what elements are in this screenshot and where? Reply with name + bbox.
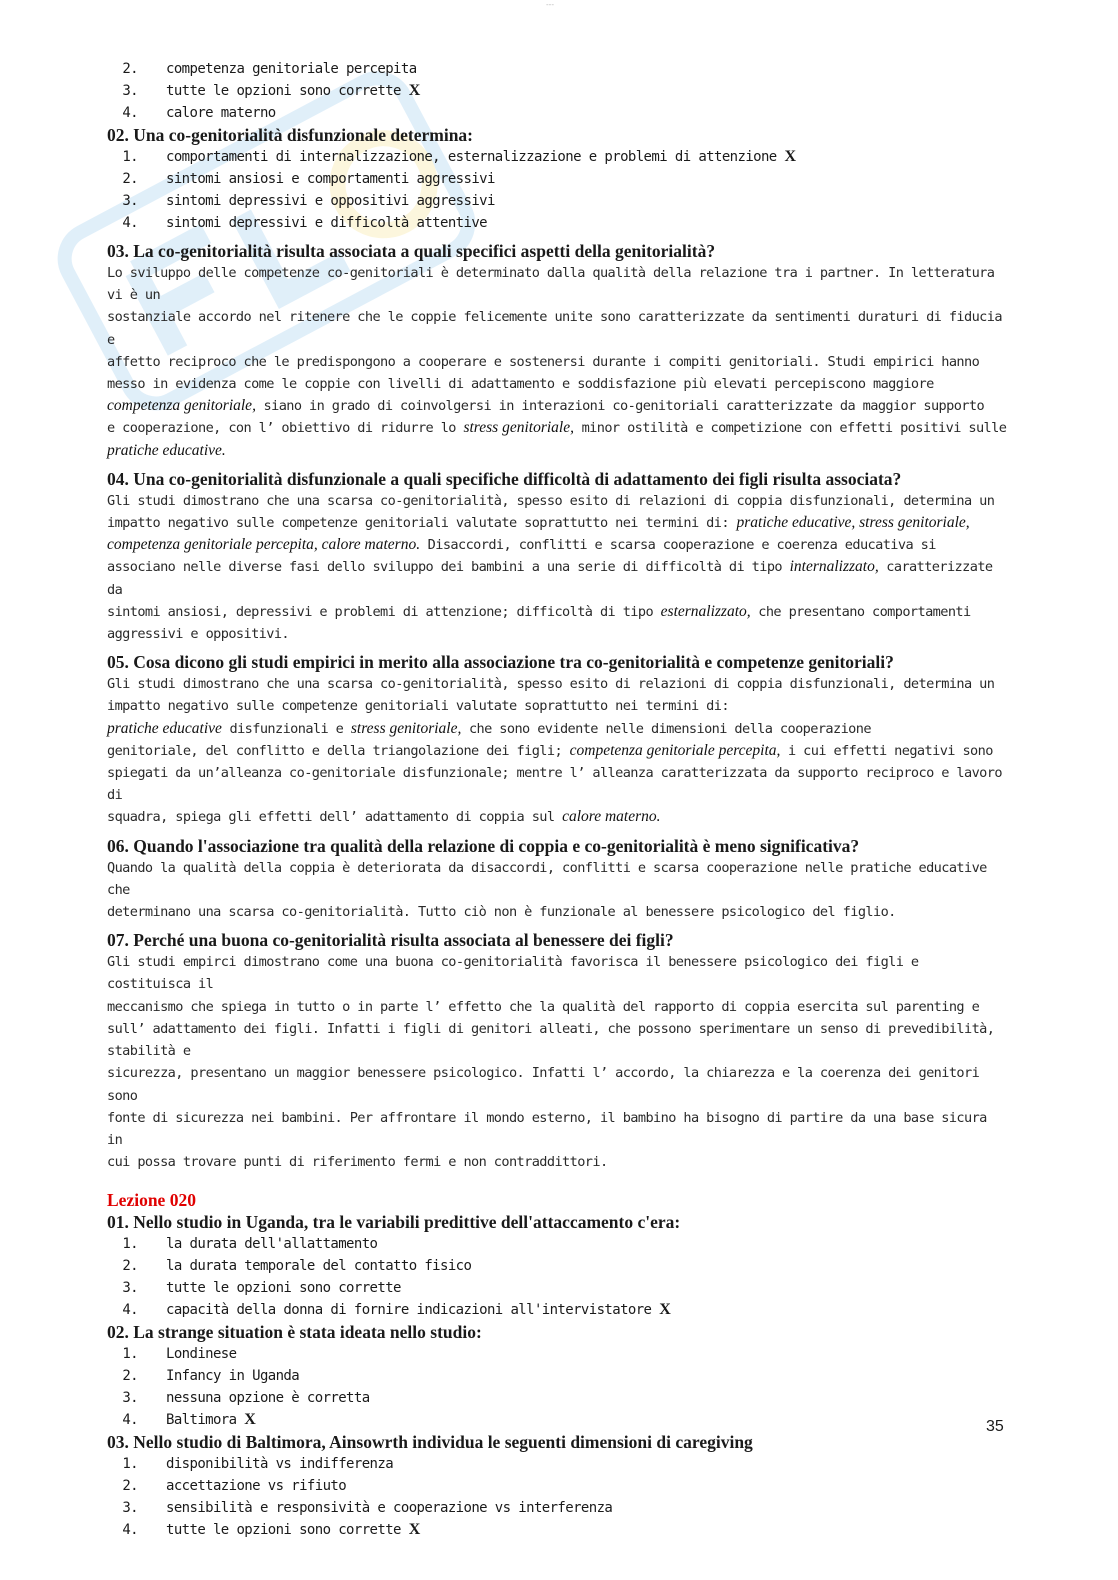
option-item (107, 1343, 1007, 1365)
answer-text: aggressivi e oppositivi. (107, 626, 290, 643)
answer-text: sull’ adattamento dei figli. Infatti i figli di genitori alleati, che possono sperimentare un senso di prevedibilità, stabilità e (107, 1020, 995, 1060)
option-number: 3. (122, 83, 138, 99)
question-heading: 02. Una co-genitorialità disfunzionale determina: (107, 125, 474, 145)
option-item (107, 1365, 1007, 1387)
answer-text: disfunzionali e (221, 720, 351, 737)
option-number: 4. (122, 1412, 138, 1429)
italic-term: calore materno. (562, 808, 661, 826)
option-number: 2. (122, 1478, 138, 1495)
option-item (107, 212, 1007, 234)
option-number: 4. (122, 105, 138, 121)
italic-term: pratiche educative. (107, 441, 226, 459)
option-text: Londinese (166, 1346, 237, 1363)
options-list (107, 1233, 1007, 1321)
answer-text: sintomi ansiosi, depressivi e problemi di attenzione; difficoltà di tipo (107, 603, 661, 620)
answer-text: minor ostilità e competizione con effetti positivi sulle (573, 420, 1007, 437)
header-mark: --- (546, 0, 554, 9)
answer-text: spiegati da un’alleanza co-genitoriale disfunzionale; mentre l’ alleanza caratterizzata da supporto reciproco e lavoro di (107, 765, 1002, 804)
question-heading: 02. La strange situation è stata ideata nello studio: (107, 1322, 482, 1343)
answer-text: Gli studi dimostrano che una scarsa co-genitorialità, spesso esito di relazioni di coppia disfunzionali, determina un (107, 676, 995, 693)
option-number: 4. (122, 1522, 138, 1539)
answer-text: Gli studi empirci dimostrano come una buona co-genitorialità favorisca il benessere psicologico dei figli e costituisca il (107, 954, 919, 993)
option-text: la durata dell'allattamento (166, 1236, 378, 1253)
option-number: 4. (122, 1302, 138, 1319)
option-item (107, 1387, 1007, 1409)
option-number: 2. (122, 1368, 138, 1385)
option-text: tutte le opzioni sono corrette (166, 83, 409, 99)
correct-answer-mark: X (659, 1301, 671, 1319)
page-number: 35 (986, 1418, 1004, 1435)
option-text: sintomi ansiosi e comportamenti aggressivi (166, 171, 495, 187)
question-heading: 06. Quando l'associazione tra qualità della relazione di coppia e co-genitorialità è meno significativa? (107, 835, 860, 856)
answer-paragraph (107, 857, 1007, 924)
question-heading: 04. Una co-genitorialità disfunzionale a quali specifiche difficoltà di adattamento dei figli risulta associata? (107, 468, 902, 489)
document-page (107, 58, 1007, 1541)
option-text: sensibilità e responsività e cooperazione vs interferenza (166, 1500, 613, 1517)
option-item (107, 58, 1007, 80)
lesson-title: Lezione 020 (107, 1190, 196, 1211)
option-item (107, 102, 1007, 124)
answer-text: meccanismo che spiega in tutto o in parte l’ effetto che la qualità del rapporto di coppia esercita sul parenting e (107, 998, 980, 1015)
option-text: sintomi depressivi e oppositivi aggressivi (166, 193, 495, 209)
option-item (107, 1453, 1007, 1475)
correct-answer-mark: X (408, 1521, 420, 1539)
option-text: accettazione vs rifiuto (166, 1478, 347, 1495)
option-text: competenza genitoriale percepita (166, 61, 417, 77)
option-number: 2. (122, 61, 138, 77)
option-item (107, 1519, 1007, 1541)
answer-text: che sono evidente nelle dimensioni della cooperazione (461, 720, 871, 737)
answer-text: sostanziale accordo nel ritenere che le coppie felicemente unite sono caratterizzate da sentimenti duraturi di fiducia e (107, 309, 1002, 348)
answer-paragraph (107, 673, 1007, 828)
answer-text: cui possa trovare punti di riferimento fermi e non contraddittori. (107, 1154, 608, 1171)
correct-answer-mark: X (244, 1411, 256, 1429)
answer-text: e cooperazione, con l’ obiettivo di ridurre lo (107, 420, 464, 437)
answer-text: messo in evidenza come le coppie con livelli di adattamento e soddisfazione più elevati percepiscono maggiore (107, 376, 934, 393)
option-text: disponibilità vs indifferenza (166, 1456, 394, 1473)
italic-term: pratiche educative, stress genitoriale, (736, 514, 970, 532)
option-number: 1. (122, 1236, 138, 1253)
option-number: 1. (122, 149, 138, 165)
answer-text: caratterizzate da (107, 559, 993, 598)
option-text: nessuna opzione è corretta (166, 1390, 370, 1407)
answer-text: impatto negativo sulle competenze genitoriali valutate soprattutto nei termini di: (107, 698, 729, 715)
answer-text: che presentano comportamenti (750, 603, 971, 620)
option-text: comportamenti di internalizzazione, esternalizzazione e problemi di attenzione (166, 149, 785, 165)
option-item (107, 1475, 1007, 1497)
italic-term: internalizzato, (789, 558, 879, 576)
answer-text: fonte di sicurezza nei bambini. Per affrontare il mondo esterno, il bambino ha bisogno di partire da una base sicura in (107, 1109, 987, 1148)
italic-term: esternalizzato, (660, 602, 751, 620)
answer-paragraph (107, 262, 1007, 462)
answer-text: impatto negativo sulle competenze genitoriali valutate soprattutto nei termini di: (107, 515, 737, 532)
italic-term: competenza genitoriale, (107, 397, 256, 415)
correct-answer-mark: X (784, 148, 796, 165)
option-text: tutte le opzioni sono corrette (166, 1522, 409, 1539)
question-heading: 05. Cosa dicono gli studi empirici in merito alla associazione tra co-genitorialità e competenze genitoriali? (107, 652, 894, 673)
answer-text: sicurezza, presentano un maggior benessere psicologico. Infatti l’ accordo, la chiarezza e la coerenza dei genitori sono (107, 1065, 980, 1104)
option-text: sintomi depressivi e difficoltà attentive (166, 215, 487, 231)
question-heading: 01. Nello studio in Uganda, tra le variabili predittive dell'attaccamento c'era: (107, 1212, 681, 1233)
answer-text: siano in grado di coinvolgersi in interazioni co-genitoriali caratterizzate da maggior supporto (255, 398, 985, 415)
question-heading: 03. Nello studio di Baltimora, Ainsowrth individua le seguenti dimensioni di caregiving (107, 1432, 753, 1453)
answer-paragraph (107, 490, 1007, 645)
option-text: la durata temporale del contatto fisico (166, 1258, 472, 1275)
option-number: 1. (122, 1346, 138, 1363)
answer-text: squadra, spiega gli effetti dell’ adattamento di coppia sul (107, 809, 563, 826)
option-item (107, 168, 1007, 190)
question-heading: 03. La co-genitorialità risulta associata a quali specifici aspetti della genitorialità? (107, 241, 716, 261)
answer-text: genitoriale, del conflitto e della triangolazione dei figli; (107, 742, 570, 759)
option-item (107, 1233, 1007, 1255)
answer-paragraph (107, 951, 1007, 1173)
option-text: Infancy in Uganda (166, 1368, 300, 1385)
option-item (107, 1299, 1007, 1321)
options-list (107, 146, 1007, 234)
option-number: 3. (122, 1500, 138, 1517)
italic-term: pratiche educative (107, 719, 222, 737)
option-number: 4. (122, 215, 138, 231)
option-number: 3. (122, 193, 138, 209)
answer-text: Lo sviluppo delle competenze co-genitoriali è determinato dalla qualità della relazione tra i partner. In letteratura vi è un (107, 265, 995, 304)
answer-text: i cui effetti negativi sono (780, 742, 993, 759)
option-text: tutte le opzioni sono corrette (166, 1280, 401, 1297)
options-list (107, 58, 1007, 124)
italic-term: competenza genitoriale percepita, calore materno. (107, 536, 421, 554)
option-text: calore materno (166, 105, 276, 121)
answer-text: Disaccordi, conflitti e scarsa cooperazione e coerenza educativa si (420, 537, 936, 554)
italic-term: stress genitoriale, (463, 419, 574, 437)
question-heading: 07. Perché una buona co-genitorialità risulta associata al benessere dei figli? (107, 930, 674, 951)
option-number: 3. (122, 1280, 138, 1297)
option-item (107, 1277, 1007, 1299)
italic-term: competenza genitoriale percepita, (569, 741, 781, 759)
option-number: 2. (122, 171, 138, 187)
options-list (107, 1343, 1007, 1431)
option-item (107, 1497, 1007, 1519)
option-item (107, 1255, 1007, 1277)
option-item (107, 146, 1007, 168)
italic-term: stress genitoriale, (350, 719, 462, 737)
option-number: 2. (122, 1258, 138, 1275)
option-item (107, 190, 1007, 212)
option-item (107, 1409, 1007, 1431)
options-list (107, 1453, 1007, 1541)
answer-text: associano nelle diverse fasi dello sviluppo dei bambini a una serie di difficoltà di tipo (107, 559, 790, 576)
answer-text: determinano una scarsa co-genitorialità. Tutto ciò non è funzionale al benessere psicologico del figlio. (107, 904, 896, 921)
option-number: 1. (122, 1456, 138, 1473)
option-number: 3. (122, 1390, 138, 1407)
answer-text: Gli studi dimostrano che una scarsa co-genitorialità, spesso esito di relazioni di coppia disfunzionali, determina un (107, 492, 995, 509)
correct-answer-mark: X (408, 82, 420, 99)
answer-text: Quando la qualità della coppia è deteriorata da disaccordi, conflitti e scarsa cooperazione nelle pratiche educative che (107, 859, 987, 898)
option-text: Baltimora (166, 1412, 245, 1429)
option-item (107, 80, 1007, 102)
option-text: capacità della donna di fornire indicazioni all'intervistatore (166, 1302, 660, 1319)
answer-text: affetto reciproco che le predispongono a cooperare e sostenersi durante i compiti genitoriali. Studi empirici hanno (107, 353, 980, 370)
